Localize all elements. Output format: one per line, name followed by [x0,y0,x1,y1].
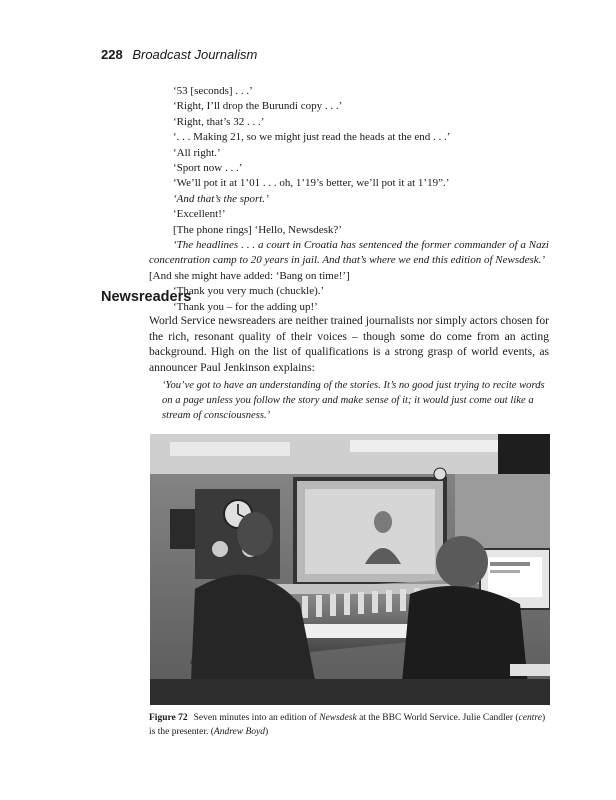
running-title: Broadcast Journalism [132,47,258,62]
dialogue-line: ‘We’ll pot it at 1’01 . . . oh, 1’19’s better, we’ll pot it at 1’19”.’ [173,177,450,190]
dialogue-line: ‘And that’s the sport.’ [173,192,269,205]
dialogue-line: [And she might have added: ‘Bang on time!’] [149,269,350,282]
caption-text: at the BBC World Service. Julie Candler ( [356,713,519,723]
dialogue-line: ‘Thank you very much (chuckle).’ [173,285,325,298]
studio-photo [150,434,550,705]
section-heading: Newsreaders [101,289,192,305]
page-header [101,47,257,62]
dialogue-line: [The phone rings] ‘Hello, Newsdesk?’ [173,223,342,236]
dialogue-line: ‘The headlines . . . a court in Croatia has sentenced the former commander of a Nazi concentration camp to 20 years in jail. And that’s where we end this edition of Newsdesk.’ [149,239,549,267]
body-paragraph: World Service newsreaders are neither trained journalists nor simply actors chosen for the rich, resonant quality of their voices – though some do come from an acting background. High on the list of qualifications is a strong grasp of world events, as announcer Paul Jenkinson explains: [149,314,549,374]
block-quote: ‘You’ve got to have an understanding of the stories. It’s no good just trying to recite words on a page unless you follow the story and make sense of it; it would just come out like a stream of consciousness.’ [162,380,545,421]
caption-text: ) [265,726,269,737]
dialogue-line: ‘Right, I’ll drop the Burundi copy . . .’ [173,100,343,113]
dialogue-line: ‘53 [seconds] . . .’ [173,85,253,97]
caption-credit: Andrew Boyd [213,726,266,737]
page-number: 228 [101,47,123,62]
dialogue-line: ‘All right.’ [173,146,221,159]
caption-text: ) is the presenter. ( [149,713,546,737]
dialogue-transcript [149,84,549,315]
dialogue-line: ‘. . . Making 21, so we might just read the heads at the end . . .’ [173,131,451,144]
figure-label: Figure 72 [149,713,188,723]
dialogue-line: ‘Right, that’s 32 . . .’ [173,115,265,128]
caption-text-italic: centre [518,713,542,723]
caption-text: Seven minutes into an edition of [193,713,320,723]
dialogue-line: ‘Thank you – for the adding up!’ [173,300,318,313]
dialogue-line: ‘Excellent!’ [173,208,226,221]
figure-caption [149,712,549,739]
dialogue-line: ‘Sport now . . .’ [173,162,243,175]
caption-text-italic: Newsdesk [319,713,357,723]
